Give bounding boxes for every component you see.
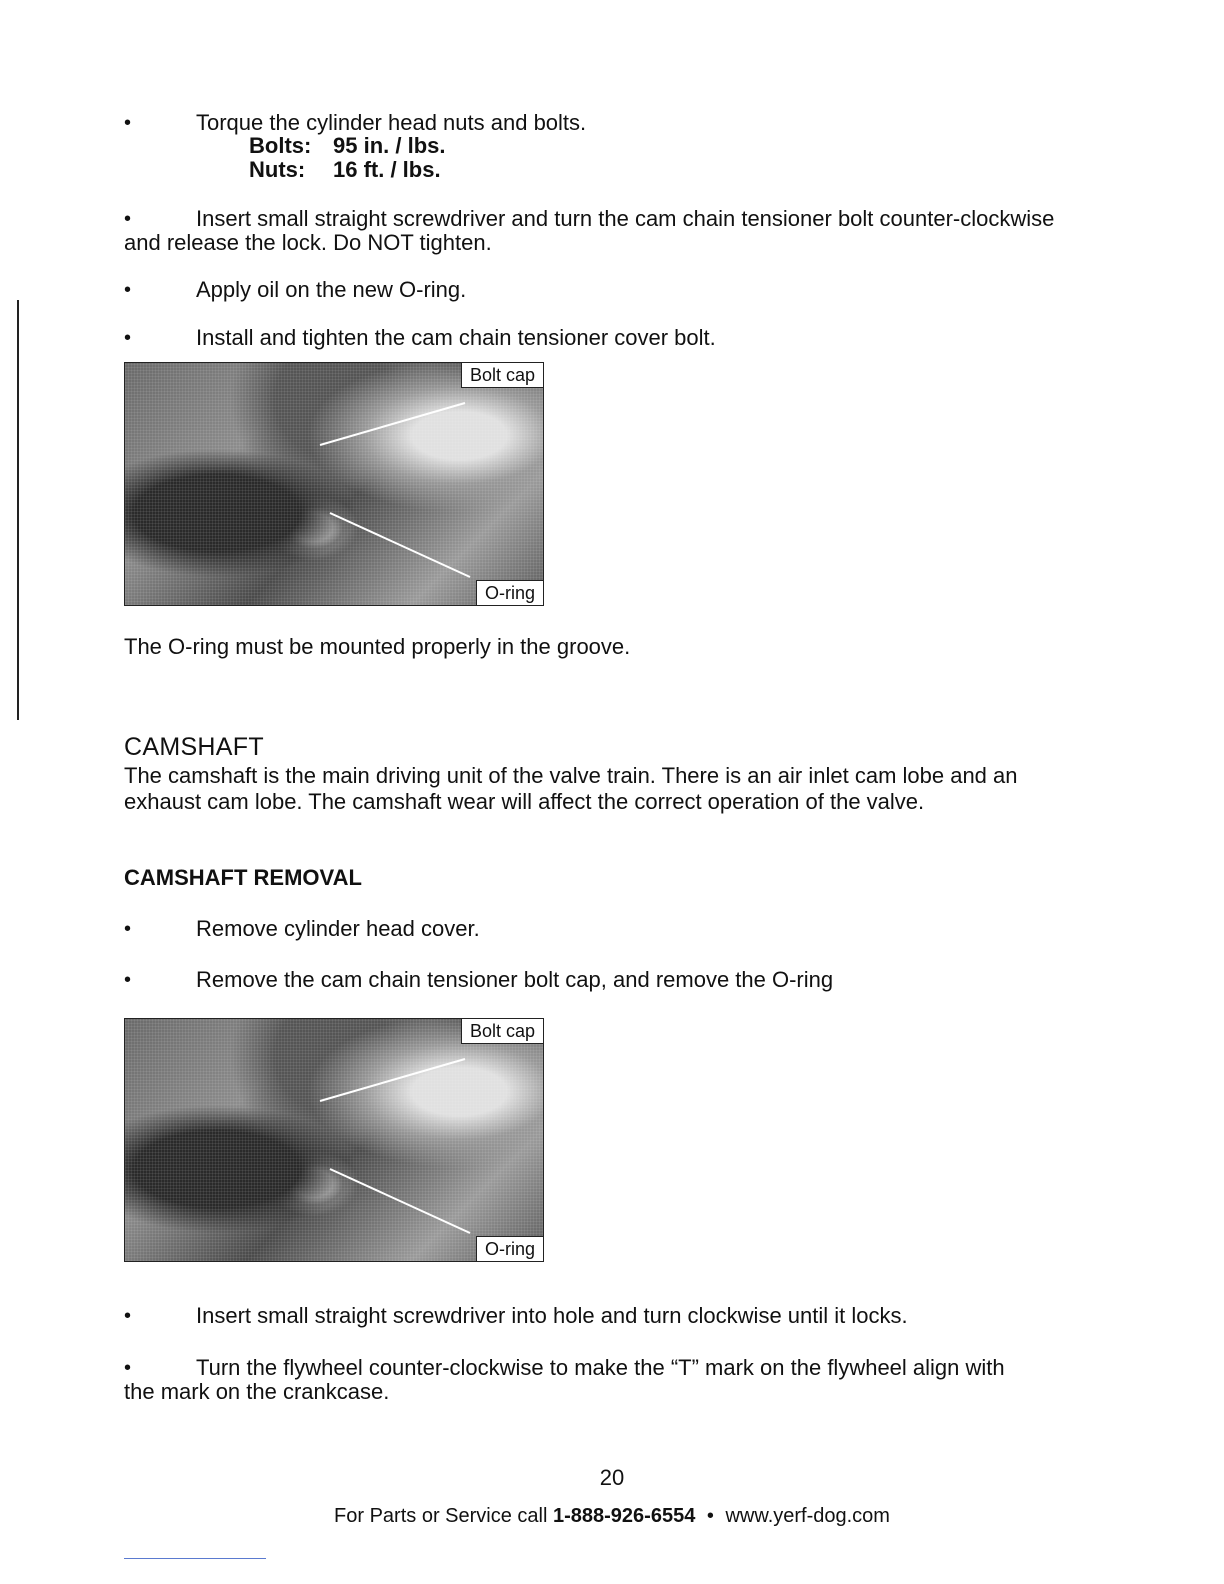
oring-note: The O-ring must be mounted properly in the groove. <box>124 634 631 659</box>
step-install-cover-bolt: Install and tighten the cam chain tensioner cover bolt. <box>196 325 716 350</box>
footer-separator: • <box>706 1505 714 1527</box>
footer-rule <box>124 1558 266 1559</box>
section-title-camshaft: CAMSHAFT <box>124 733 264 761</box>
label-o-ring: O-ring <box>476 1236 543 1261</box>
footer-contact <box>0 1504 1224 1528</box>
footer-service-text: For Parts or Service call <box>334 1505 548 1527</box>
step-torque-head: Torque the cylinder head nuts and bolts. <box>196 110 587 135</box>
step-turn-flywheel-line1: Turn the flywheel counter-clockwise to make the “T” mark on the flywheel align with <box>196 1355 1005 1380</box>
label-bolt-cap: Bolt cap <box>461 1019 543 1044</box>
camshaft-description-line2: exhaust cam lobe. The camshaft wear will affect the correct operation of the valve. <box>124 789 925 814</box>
bullet-marker: • <box>124 208 132 230</box>
section-title-camshaft-removal: CAMSHAFT REMOVAL <box>124 865 362 890</box>
step-remove-head-cover: Remove cylinder head cover. <box>196 916 480 941</box>
callout-lines <box>125 1019 543 1261</box>
scan-margin-line <box>17 300 19 720</box>
bullet-marker: • <box>124 112 132 134</box>
bullet-marker: • <box>124 279 132 301</box>
page-number: 20 <box>599 1465 625 1490</box>
camshaft-description-line1: The camshaft is the main driving unit of the valve train. There is an air inlet cam lobe and an <box>124 763 1018 788</box>
bullet-marker: • <box>124 969 132 991</box>
bullet-marker: • <box>124 1357 132 1379</box>
step-release-lock-line1: Insert small straight screwdriver and turn the cam chain tensioner bolt counter-clockwise <box>196 206 1055 231</box>
step-release-lock-line2: and release the lock. Do NOT tighten. <box>124 230 492 255</box>
step-apply-oil: Apply oil on the new O-ring. <box>196 277 467 302</box>
label-bolt-cap: Bolt cap <box>461 363 543 388</box>
torque-spec-nuts-label: Nuts: <box>249 157 306 182</box>
footer-phone: 1-888-926-6554 <box>552 1505 696 1527</box>
label-o-ring: O-ring <box>476 580 543 605</box>
engine-photo-tensioner <box>124 362 544 606</box>
bullet-marker: • <box>124 327 132 349</box>
footer-website: www.yerf-dog.com <box>725 1505 890 1527</box>
bullet-marker: • <box>124 918 132 940</box>
bullet-marker: • <box>124 1305 132 1327</box>
step-insert-screwdriver-lock: Insert small straight screwdriver into hole and turn clockwise until it locks. <box>196 1303 908 1328</box>
callout-lines <box>125 363 543 605</box>
torque-spec-bolts-value: 95 in. / lbs. <box>333 133 446 158</box>
engine-photo-bolt-cap <box>124 1018 544 1262</box>
torque-spec-bolts-label: Bolts: <box>249 133 312 158</box>
step-turn-flywheel-line2: the mark on the crankcase. <box>124 1379 390 1404</box>
torque-spec-nuts-value: 16 ft. / lbs. <box>333 157 441 182</box>
step-remove-bolt-cap: Remove the cam chain tensioner bolt cap, and remove the O-ring <box>196 967 834 992</box>
